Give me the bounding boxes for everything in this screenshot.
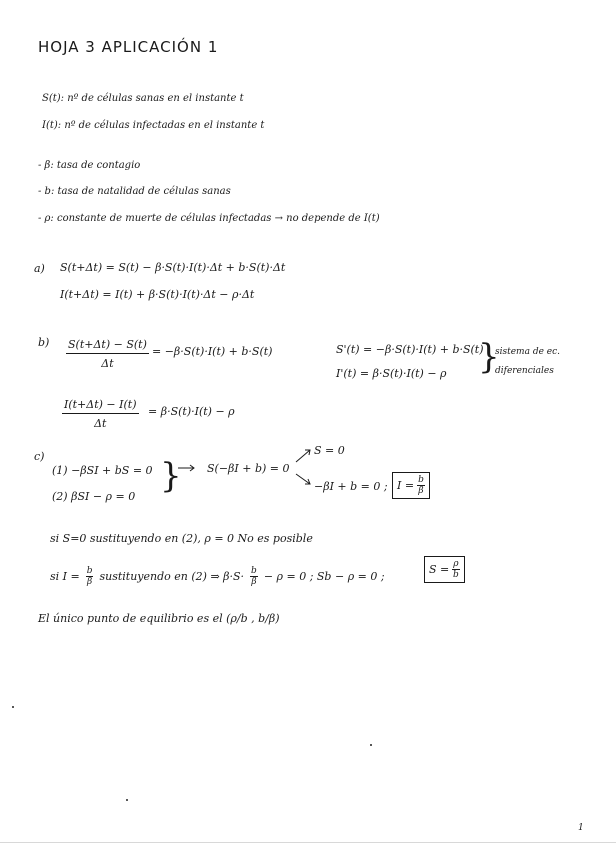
bottom-edge-line [0, 842, 616, 843]
part-a-equation-1: S(t+Δt) = S(t) − β·S(t)·I(t)·Δt + b·S(t)·Δt [60, 261, 286, 274]
part-b-label: b) [38, 336, 50, 349]
part-c-equation-2: (2) βSI − ρ = 0 [52, 490, 136, 503]
case-2-part-b: sustituyendo en (2) ⇒ β·S· [99, 570, 245, 583]
case-2-fraction-2 [250, 566, 258, 587]
case-2-fraction-2-den: β [251, 577, 257, 587]
case-2-part-a: si I = [50, 570, 80, 583]
boxed-result-i [392, 472, 430, 499]
part-c-label: c) [34, 450, 45, 463]
part-c-branch-2: −βI + b = 0 ; [314, 480, 388, 493]
definition-s: S(t): nº de células sanas en el instante t [42, 93, 244, 104]
case-2-fraction-2-num: b [251, 566, 257, 576]
case-2-part-e: − ρ = 0 ; Sb − ρ = 0 ; [263, 570, 385, 583]
stray-mark [12, 706, 14, 708]
system-equation-1: S'(t) = −β·S(t)·I(t) + b·S(t) [336, 343, 484, 356]
box-2-numerator: ρ [453, 559, 459, 569]
definition-beta: - β: tasa de contagio [38, 160, 141, 171]
definition-b: - b: tasa de natalidad de células sanas [38, 186, 231, 197]
fraction-2-numerator: I(t+Δt) − I(t) [62, 398, 139, 414]
fraction-2-denominator: Δt [94, 417, 107, 430]
system-note-1: sistema de ec. [495, 347, 560, 357]
case-2 [50, 566, 385, 587]
box-1-denominator: β [418, 486, 424, 496]
fraction-1-numerator: S(t+Δt) − S(t) [66, 338, 149, 354]
system-brace: } [478, 337, 500, 377]
box-1-numerator: b [418, 475, 424, 485]
stray-mark [126, 799, 128, 801]
conclusion: El único punto de equilibrio es el (ρ/b , b/β) [38, 612, 280, 625]
part-c-factorized: S(−βI + b) = 0 [207, 462, 290, 475]
part-b-rhs-1: = −β·S(t)·I(t) + b·S(t) [152, 345, 273, 358]
system-note-2: diferenciales [495, 366, 554, 376]
boxed-result-s [424, 556, 465, 583]
case-2-fraction-1-num: b [86, 566, 93, 576]
part-c-branch-1: S = 0 [314, 444, 345, 457]
system-equation-2: I'(t) = β·S(t)·I(t) − ρ [336, 367, 447, 380]
case-1: si S=0 sustituyendo en (2), ρ = 0 No es posible [50, 532, 313, 545]
definition-i: I(t): nº de células infectadas en el instante t [42, 120, 265, 131]
case-2-fraction-1 [86, 566, 94, 587]
part-c-equation-1: (1) −βSI + bS = 0 [52, 464, 153, 477]
case-2-fraction-1-den: β [87, 577, 93, 587]
part-a-label: a) [34, 262, 45, 275]
box-2-denominator: b [453, 570, 459, 580]
part-c-brace: } [160, 456, 182, 496]
part-a-equation-2: I(t+Δt) = I(t) + β·S(t)·I(t)·Δt − ρ·Δt [60, 288, 255, 301]
box-1-lhs: I = [397, 479, 415, 492]
part-b-rhs-2: = β·S(t)·I(t) − ρ [148, 405, 235, 418]
fraction-1-denominator: Δt [101, 357, 114, 370]
corner-mark: 1 [578, 823, 584, 833]
box-2-lhs: S = [429, 563, 450, 576]
stray-mark [370, 744, 372, 746]
definition-rho: - ρ: constante de muerte de células infectadas → no depende de I(t) [38, 213, 380, 224]
page-title: HOJA 3 APLICACIÓN 1 [38, 38, 219, 56]
